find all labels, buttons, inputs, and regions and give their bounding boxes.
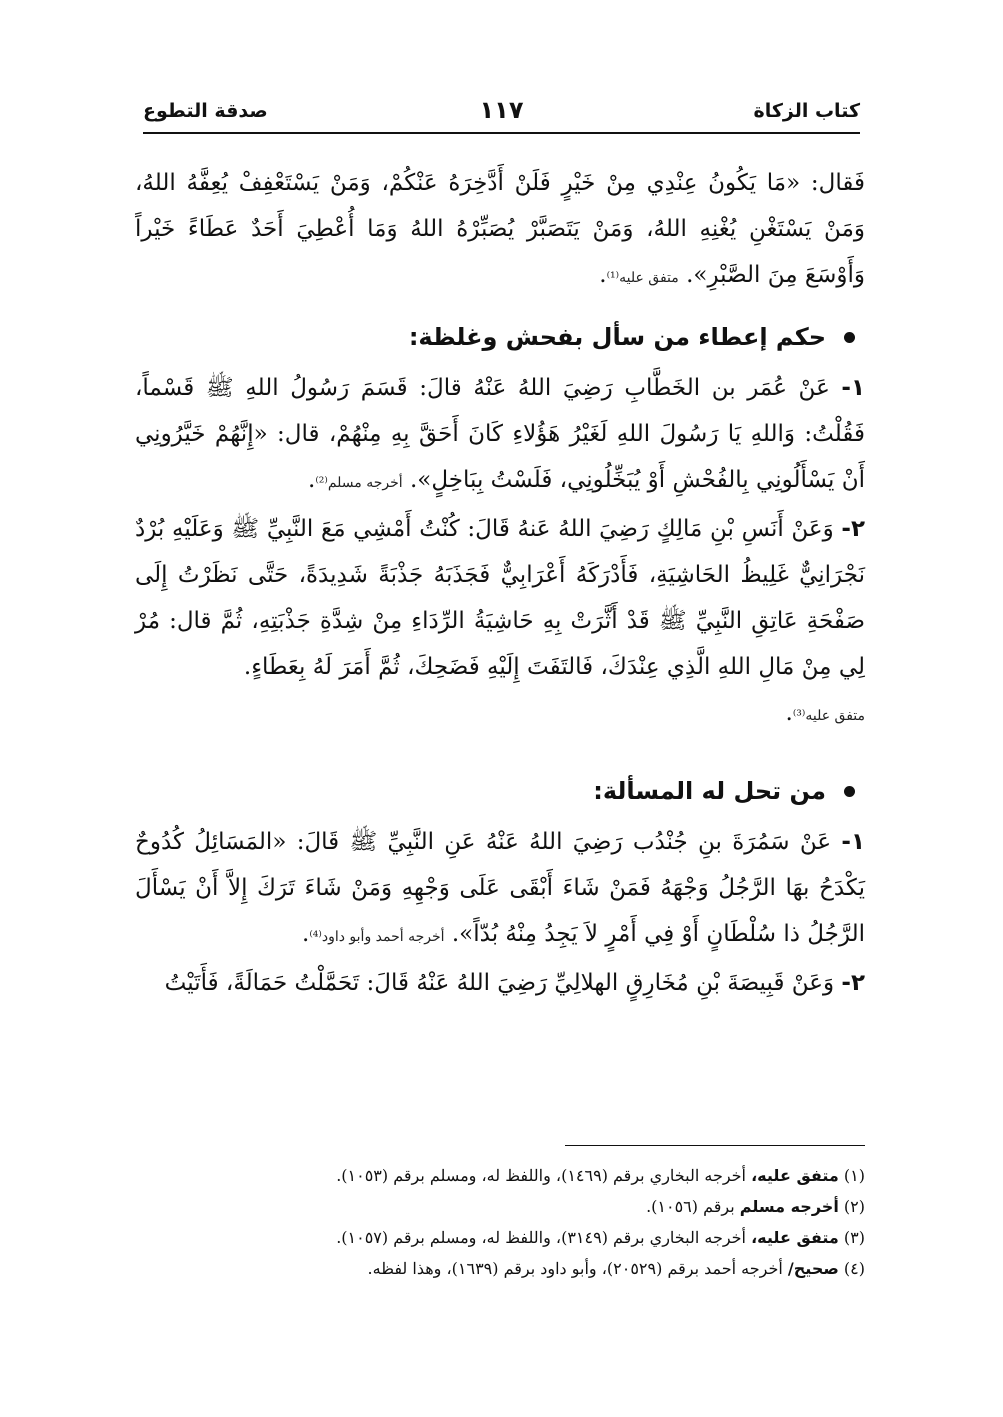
section-heading-text: من تحل له المسألة: xyxy=(593,777,826,805)
hadith-paragraph xyxy=(135,506,865,739)
section-heading-text: حكم إعطاء من سأل بفحش وغلظة: xyxy=(408,323,826,351)
page-header xyxy=(143,96,860,134)
footnotes xyxy=(135,1145,865,1284)
item-number: ٢- xyxy=(841,516,866,542)
hadith-end: . xyxy=(785,700,793,726)
footnote-label: أخرجه مسلم xyxy=(739,1197,839,1216)
book-title: كتاب الزكاة xyxy=(753,100,860,122)
section-heading-2 xyxy=(135,769,865,813)
footnote-label: صحيح/ xyxy=(787,1259,839,1278)
footnote xyxy=(135,1253,865,1284)
hadith-end: . xyxy=(308,467,316,493)
footnote-text: أخرجه أحمد برقم (٢٠٥٢٩)، وأبو داود برقم (١٦٣٩)، وهذا لفظه. xyxy=(367,1259,783,1278)
footnote-text: أخرجه البخاري برقم (١٤٦٩)، واللفظ له، ومسلم برقم (١٠٥٣). xyxy=(336,1166,746,1185)
page-body xyxy=(135,160,865,1006)
footnote-label: متفق عليه، xyxy=(751,1166,839,1185)
hadith-end: . xyxy=(302,921,310,947)
hadith-text: وَعَنْ أَنَسِ بْنِ مَالِكٍ رَضِيَ اللهُ عَنهُ قَالَ: كُنْتُ أَمْشِي مَعَ النَّبِيِّ ﷺ وَعَلَيْهِ بُرْدٌ نَجْرَانِيٌّ غَلِيظُ الحَاشِيَةِ، فَأَدْرَكَهُ أَعْرَابِيٌّ فَجَذَبَهُ جَذْبَةً شَدِيدَةً، حَتَّى نَظَرْتُ إِلَى صَفْحَةِ عَاتِقِ النَّبِيِّ ﷺ قَدْ أَثَّرَتْ بِهِ حَاشِيَةُ الرِّدَاءِ مِنْ شِدَّةِ جَذْبَتِهِ، ثُمَّ قال: مُرْ لِي مِنْ مَالِ اللهِ الَّذِي عِنْدَكَ، فَالتَفَتَ إِلَيْهِ فَضَحِكَ، ثُمَّ أَمَرَ لَهُ بِعَطَاءٍ. xyxy=(135,516,865,680)
footnote xyxy=(135,1191,865,1222)
footnote-text: أخرجه البخاري برقم (٣١٤٩)، واللفظ له، ومسلم برقم (١٠٥٧). xyxy=(336,1228,746,1247)
footnote-number: (٤) xyxy=(843,1259,865,1278)
hadith-paragraph xyxy=(135,819,865,960)
intro-citation: متفق عليه⁽¹⁾ xyxy=(606,270,679,286)
hadith-citation: متفق عليه⁽³⁾ xyxy=(792,708,865,724)
intro-end: . xyxy=(599,262,607,288)
footnote xyxy=(135,1160,865,1191)
footnote-number: (٣) xyxy=(843,1228,865,1247)
item-number: ٢- xyxy=(841,970,865,996)
footnote-number: (١) xyxy=(843,1166,865,1185)
footnote-label: متفق عليه، xyxy=(751,1228,839,1247)
footnote-divider xyxy=(565,1145,865,1146)
hadith-citation: أخرجه مسلم⁽²⁾ xyxy=(315,475,403,491)
hadith-text: عَنْ عُمَر بن الخَطَّابِ رَضِيَ اللهُ عَنْهُ قالَ: قَسَمَ رَسُولُ اللهِ ﷺ قَسْماً، فَقُلْتُ: وَاللهِ يَا رَسُولَ اللهِ لَغَيْرُ هَؤُلاءِ كَانَ أَحَقَّ بِهِ مِنْهُمْ، قال: «إِنَّهُمْ خَيَّرُونِي أَنْ يَسْأَلُونِي بِالفُحْشِ أَوْ يُبَخِّلُونِي، فَلَسْتُ بِبَاخِلٍ». xyxy=(135,375,865,493)
item-number: ١- xyxy=(841,375,866,401)
footnote xyxy=(135,1222,865,1253)
intro-paragraph xyxy=(135,160,865,301)
hadith-paragraph xyxy=(135,365,865,506)
hadith-text: عَنْ سَمُرَةَ بنِ جُنْدُب رَضِيَ اللهُ عَنْهُ عَنِ النَّبِيِّ ﷺ قَالَ: «المَسَائِلُ كُدُوحٌ يَكْدَحُ بهَا الرَّجُلُ وَجْهَهُ فَمَنْ شَاءَ أَبْقَى عَلَى وَجْهِهِ وَمَنْ شَاءَ تَرَكَ إِلاَّ أَنْ يَسْأَلَ الرَّجُلُ ذا سُلْطَانٍ أَوْ فِي أَمْرٍ لاَ يَجِدُ مِنْهُ بُدّاً». xyxy=(135,829,865,947)
hadith-text: وَعَنْ قَبِيصَةَ بْنِ مُخَارِقٍ الهلالِيِّ رَضِيَ اللهُ عَنْهُ قَالَ: تَحَمَّلْتُ حَمَالَةً، فَأَتَيْتُ xyxy=(164,970,835,996)
hadith-citation: أخرجه أحمد وأبو داود⁽⁴⁾ xyxy=(309,929,445,945)
section-heading-1 xyxy=(135,315,865,359)
hadith-paragraph xyxy=(135,960,865,1006)
item-number: ١- xyxy=(841,829,866,855)
footnote-text: برقم (١٠٥٦). xyxy=(646,1197,735,1216)
bullet-icon xyxy=(844,332,855,343)
chapter-title: صدقة التطوع xyxy=(143,100,268,122)
footnote-number: (٢) xyxy=(843,1197,865,1216)
page-number: ١١٧ xyxy=(479,96,524,124)
bullet-icon xyxy=(844,786,855,797)
intro-text: فَقال: «مَا يَكُونُ عِنْدِي مِنْ خَيْرٍ فَلَنْ أَدَّخِرَهُ عَنْكُمْ، وَمَنْ يَسْتَعْفِفْ يُعِفَّهُ اللهُ، وَمَنْ يَسْتَغْنِ يُغْنِهِ اللهُ، وَمَنْ يَتَصَبَّرْ يُصَبِّرْهُ اللهُ وَمَا أُعْطِيَ أَحَدٌ عَطَاءً خَيْراً وَأَوْسَعَ مِنَ الصَّبْرِ». xyxy=(135,170,865,288)
